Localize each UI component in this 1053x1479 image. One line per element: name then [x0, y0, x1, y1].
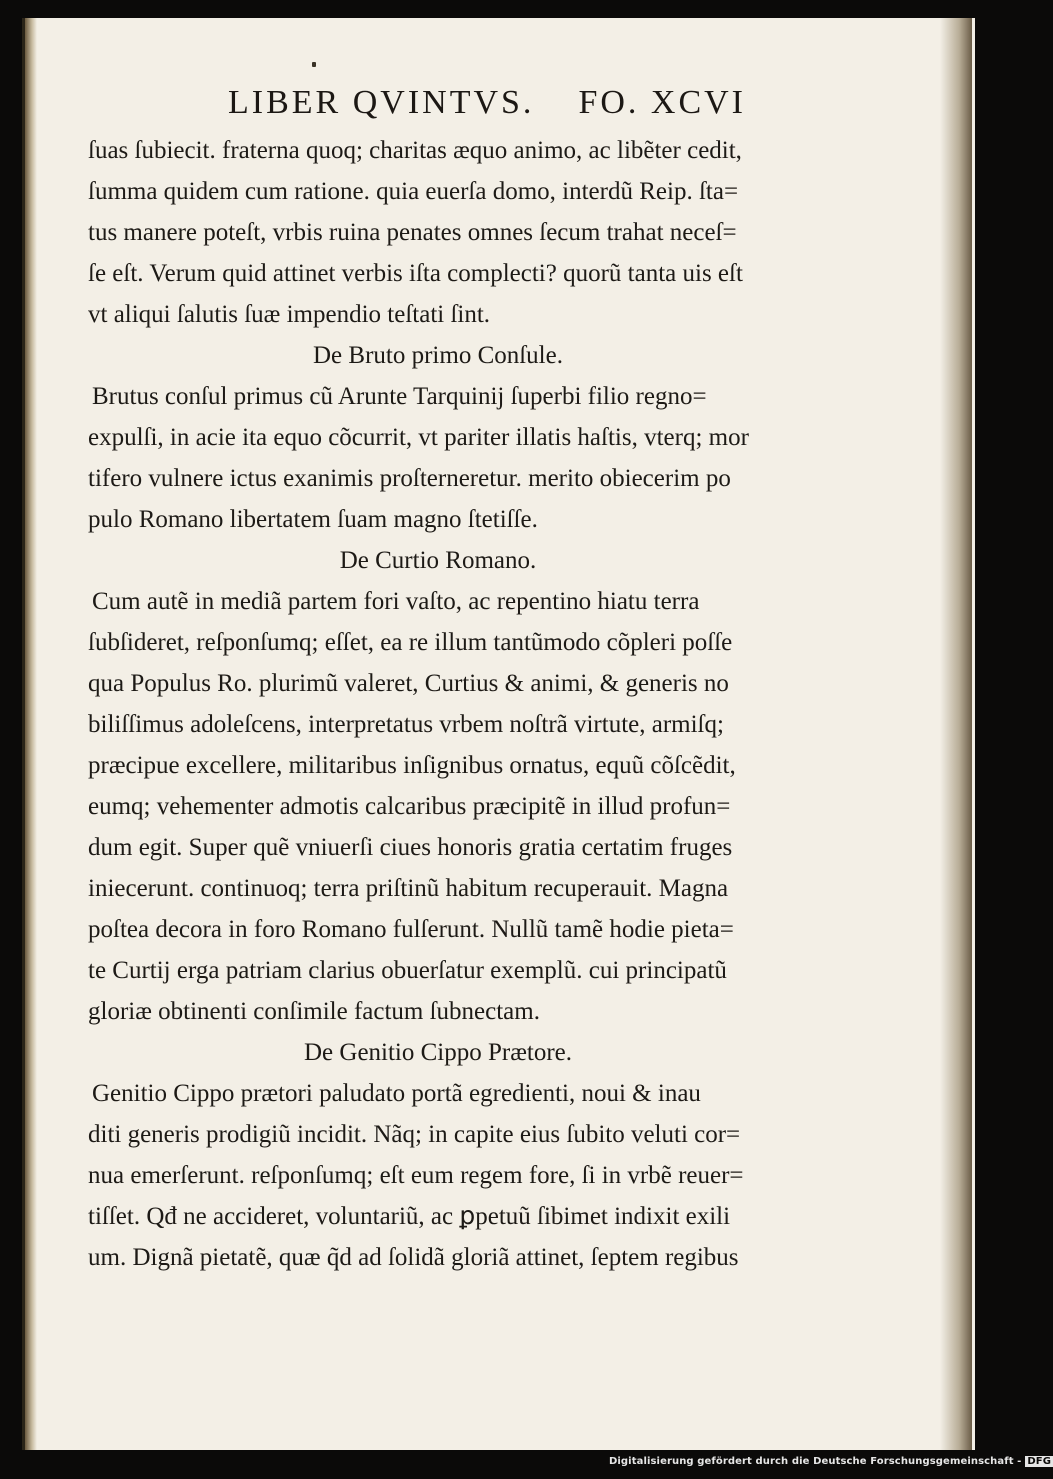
- section-heading-genitio: De Genitio Cippo Prætore.: [303, 1039, 573, 1066]
- text-line: te Curtij erga patriam clarius obuerſatur exemplũ. cui principatũ: [88, 957, 727, 984]
- text-line: ſubſideret, reſponſumq; eſſet, ea re illum tantũmodo cõpleri poſſe: [88, 629, 733, 656]
- text-line: Brutus conſul primus cũ Arunte Tarquinij ſuperbi filio regno=: [92, 383, 707, 410]
- text-line: Genitio Cippo prætori paludato portã egredienti, noui & inau: [92, 1080, 701, 1107]
- section-heading-curtio: De Curtio Romano.: [339, 547, 537, 574]
- digitization-credit: [609, 1456, 1053, 1467]
- credit-text: Digitalisierung gefördert durch die Deutsche Forschungsgemeinschaft -: [609, 1456, 1022, 1467]
- text-line: Cum autẽ in mediã partem fori vaſto, ac repentino hiatu terra: [92, 588, 700, 615]
- text-line: qua Populus Ro. plurimũ valeret, Curtius & animi, & generis no: [88, 670, 729, 697]
- text-line: præcipue excellere, militaribus inſignibus ornatus, equũ cõſcẽdit,: [88, 752, 736, 779]
- text-line: vt aliqui ſalutis ſuæ impendio teſtati ſint.: [88, 301, 491, 328]
- text-line: tifero vulnere ictus exanimis proſterneretur. merito obiecerim po: [88, 465, 731, 492]
- text-line: ſe eſt. Verum quid attinet verbis iſta complecti? quorũ tanta uis eſt: [88, 260, 743, 287]
- page-edge: [940, 18, 972, 1450]
- text-line: iniecerunt. continuoq; terra priſtinũ habitum recuperauit. Magna: [88, 875, 729, 902]
- running-header: [228, 84, 746, 122]
- text-line: tus manere poteſt, vrbis ruina penates omnes ſecum trahat neceſ=: [88, 219, 737, 246]
- page-text: [88, 130, 788, 1278]
- text-line: diti generis prodigiũ incidit. Nãq; in capite eius ſubito veluti cor=: [88, 1121, 741, 1148]
- ink-mark: [312, 62, 316, 67]
- text-line: poſtea decora in foro Romano fulſerunt. Nullũ tamẽ hodie pieta=: [88, 916, 734, 943]
- text-line: biliſſimus adoleſcens, interpretatus vrbem noſtrã virtute, armiſq;: [88, 711, 724, 738]
- text-line: gloriæ obtinenti conſimile factum ſubnectam.: [88, 998, 540, 1025]
- text-line: ſumma quidem cum ratione. quia euerſa domo, interdũ Reip. ſta=: [88, 178, 739, 205]
- text-line: um. Dignã pietatẽ, quæ q̃d ad ſolidã gloriã attinet, ſeptem regibus: [88, 1244, 739, 1271]
- section-heading-bruto: De Bruto primo Conſule.: [313, 342, 563, 369]
- text-line: ſuas ſubiecit. fraterna quoq; charitas æquo animo, ac libẽter cedit,: [88, 137, 742, 164]
- folio-number: FO. XCVI: [578, 84, 747, 121]
- text-line: eumq; vehementer admotis calcaribus præcipitẽ in illud profun=: [88, 793, 731, 820]
- text-line: expulſi, in acie ita equo cõcurrit, vt pariter illatis haſtis, vterq; mor: [88, 424, 749, 451]
- dfg-logo: DFG: [1027, 1456, 1052, 1467]
- page-gutter: [25, 18, 37, 1450]
- text-line: tiſſet. Qđ ne accideret, voluntariũ, ac ꝑpetuũ ſibimet indixit exili: [88, 1203, 731, 1230]
- text-line: pulo Romano libertatem ſuam magno ſtetiſſe.: [88, 506, 538, 533]
- text-line: nua emerſerunt. reſponſumq; eſt eum regem fore, ſi in vrbẽ reuer=: [88, 1162, 744, 1189]
- text-line: dum egit. Super quẽ vniuerſi ciues honoris gratia certatim fruges: [88, 834, 733, 861]
- running-head: LIBER QVINTVS.: [228, 84, 535, 121]
